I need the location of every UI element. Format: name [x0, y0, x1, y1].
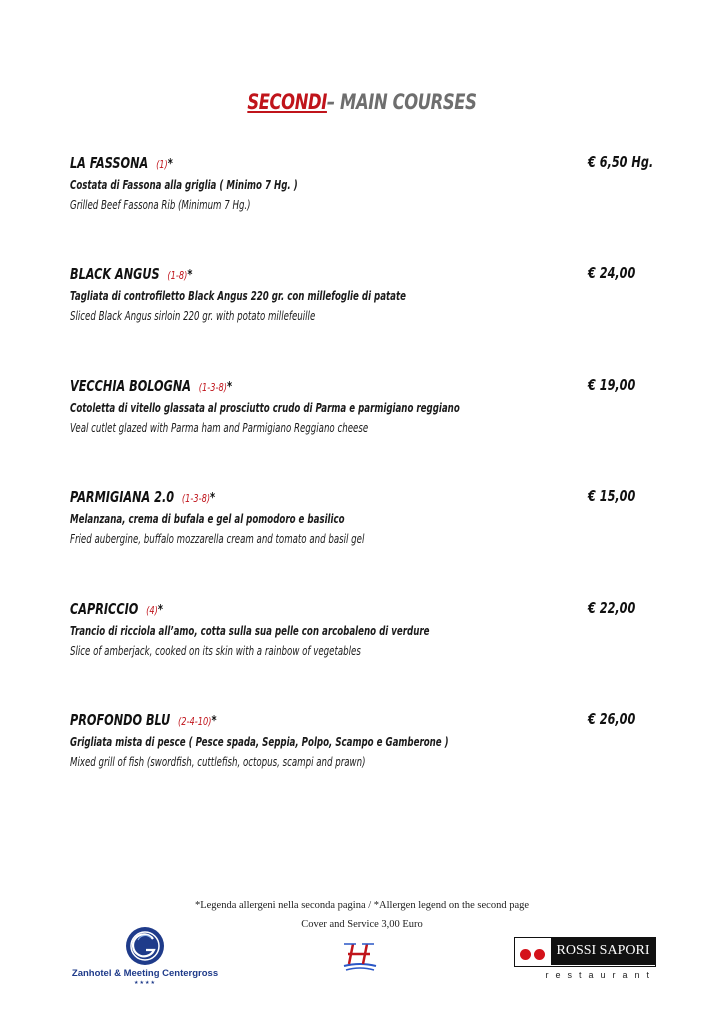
item-name: LA FASSONA	[70, 154, 149, 172]
item-name-line	[70, 488, 215, 506]
menu-item	[70, 264, 660, 326]
rossi-logo-subtitle: restaurant	[545, 970, 656, 980]
item-price: € 6,50 Hg.	[588, 153, 654, 171]
item-allergens: (4)	[146, 604, 158, 617]
menu-item	[70, 599, 660, 661]
item-star: *	[210, 491, 216, 506]
item-price: € 24,00	[588, 264, 636, 282]
menu-item	[70, 710, 660, 772]
page-title	[0, 90, 724, 114]
item-description-english: Grilled Beef Fassona Rib (Minimum 7 Hg.)	[70, 198, 251, 212]
item-price: € 22,00	[588, 599, 636, 617]
item-allergens: (2-4-10)	[178, 715, 212, 728]
zanhotel-logo	[70, 922, 240, 992]
item-price: € 19,00	[588, 376, 636, 394]
item-description-italian: Grigliata mista di pesce ( Pesce spada, Seppia, Polpo, Scampo e Gamberone )	[70, 735, 449, 749]
item-description-italian: Trancio di ricciola all’amo, cotta sulla sua pelle con arcobaleno di verdure	[70, 624, 430, 638]
h-brand-logo-icon	[340, 940, 380, 974]
item-allergens: (1-8)	[167, 269, 188, 282]
item-name: BLACK ANGUS	[70, 265, 160, 283]
title-main-courses: – MAIN COURSES	[327, 90, 477, 114]
item-description-english: Sliced Black Angus sirloin 220 gr. with potato millefeuille	[70, 309, 316, 323]
item-name-line	[70, 600, 163, 618]
menu-item	[70, 487, 660, 549]
title-secondi: SECONDI	[247, 90, 328, 114]
item-allergens: (1)	[156, 158, 168, 171]
rossi-dots-icon	[520, 945, 548, 964]
rossi-sapori-logo	[514, 937, 658, 983]
item-star: *	[211, 714, 217, 729]
item-name-line	[70, 377, 232, 395]
item-star: *	[157, 603, 163, 618]
item-star: *	[226, 380, 233, 395]
item-star: *	[167, 157, 173, 172]
item-price: € 26,00	[588, 710, 636, 728]
item-description-english: Mixed grill of fish (swordfish, cuttlefish, octopus, scampi and prawn)	[70, 755, 366, 769]
item-name: PARMIGIANA 2.0	[70, 488, 175, 506]
zanhotel-stars: ★★★★	[134, 980, 156, 986]
item-description-italian: Tagliata di controfiletto Black Angus 220 gr. con millefoglie di patate	[70, 289, 407, 303]
item-name-line	[70, 265, 192, 283]
item-name: VECCHIA BOLOGNA	[70, 377, 191, 395]
item-description-italian: Cotoletta di vitello glassata al prosciutto crudo di Parma e parmigiano reggiano	[70, 401, 460, 415]
item-description-italian: Costata di Fassona alla griglia ( Minimo 7 Hg. )	[70, 178, 298, 192]
allergen-legend-note: *Legenda allergeni nella seconda pagina / *Allergen legend on the second page	[194, 900, 530, 911]
item-allergens: (1-3-8)	[181, 492, 211, 505]
item-name: CAPRICCIO	[70, 600, 139, 618]
menu-item	[70, 153, 660, 215]
zanhotel-logo-text: Zanhotel & Meeting Centergross	[71, 968, 219, 979]
item-star: *	[187, 268, 193, 283]
rossi-logo-name: ROSSI SAPORI	[551, 937, 655, 965]
zanhotel-emblem-icon	[125, 926, 165, 966]
menu-item	[70, 376, 660, 438]
item-description-english: Veal cutlet glazed with Parma ham and Parmigiano Reggiano cheese	[70, 421, 369, 435]
item-name-line	[70, 711, 217, 729]
item-description-english: Fried aubergine, buffalo mozzarella cream and tomato and basil gel	[70, 532, 365, 546]
item-allergens: (1-3-8)	[198, 381, 227, 394]
cover-service-note: Cover and Service 3,00 Euro	[301, 919, 423, 930]
item-name-line	[70, 154, 173, 172]
item-description-italian: Melanzana, crema di bufala e gel al pomodoro e basilico	[70, 512, 345, 526]
item-description-english: Slice of amberjack, cooked on its skin with a rainbow of vegetables	[70, 644, 361, 658]
item-name: PROFONDO BLU	[70, 711, 171, 729]
item-price: € 15,00	[588, 487, 636, 505]
